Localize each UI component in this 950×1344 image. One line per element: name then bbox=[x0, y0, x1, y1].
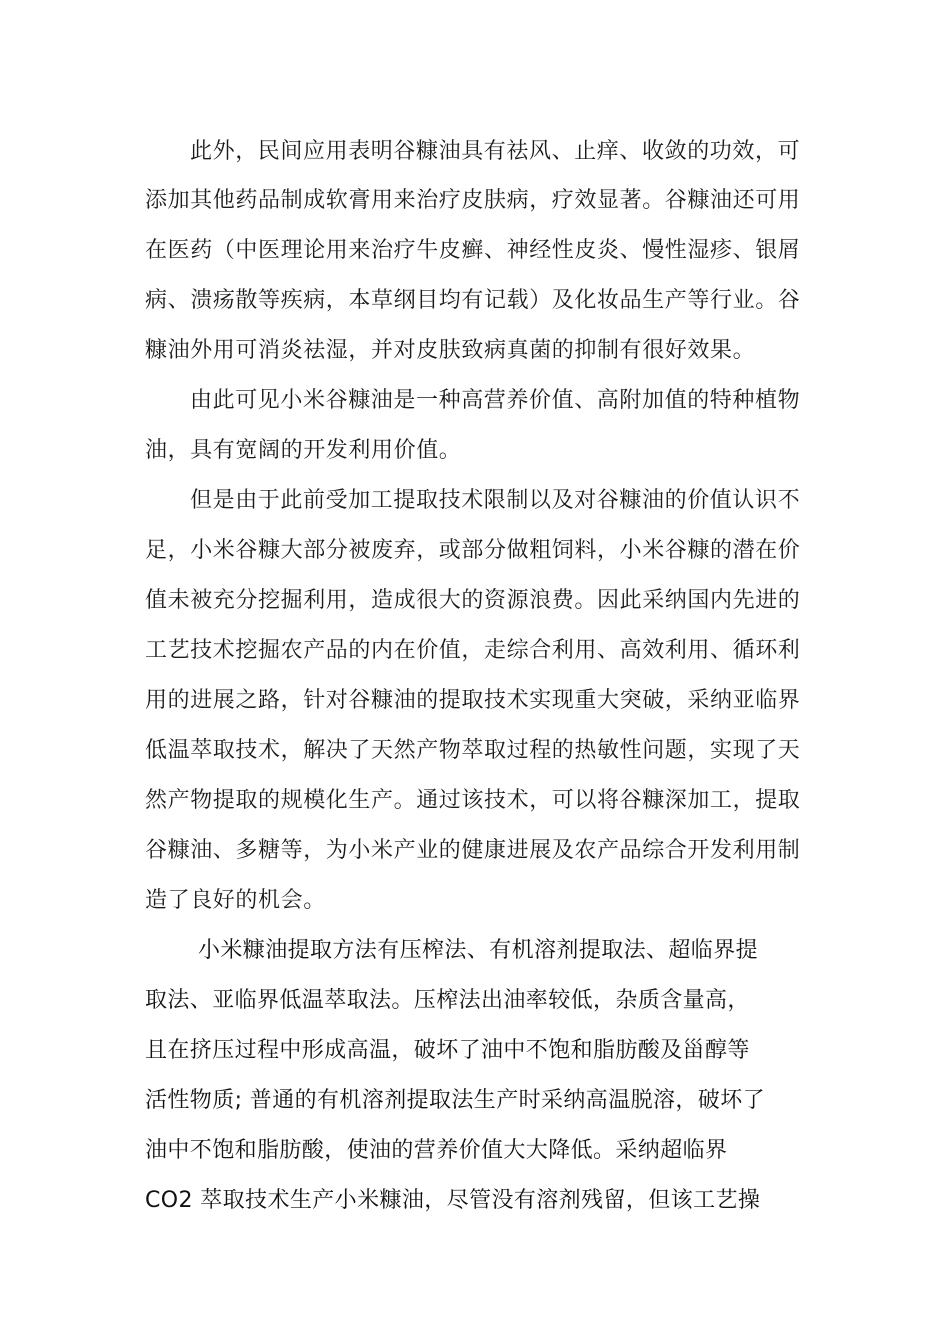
paragraph-4-line-2: 取法、亚临界低温萃取法。压榨法出油率较低，杂质含量高， bbox=[145, 988, 750, 1013]
paragraph-3-line-9: 造了良好的机会。 bbox=[145, 888, 326, 913]
paragraph-1-line-1: 此外，民间应用表明谷糠油具有祛风、止痒、收敛的功效，可 bbox=[190, 139, 801, 164]
paragraph-1-line-2: 添加其他药品制成软膏用来治疗皮肤病，疗效显著。谷糠油还可用 bbox=[145, 188, 801, 213]
paragraph-1-line-4: 病、溃疡散等疾病，本草纲目均有记载）及化妆品生产等行业。谷 bbox=[145, 288, 801, 313]
paragraph-3-line-7: 然产物提取的规模化生产。通过该技术，可以将谷糠深加工，提取 bbox=[145, 788, 801, 813]
paragraph-4-line-1: 小米糠油提取方法有压榨法、有机溶剂提取法、超临界提 bbox=[198, 938, 759, 963]
paragraph-3-line-2: 足，小米谷糠大部分被废弃，或部分做粗饲料，小米谷糠的潜在价 bbox=[145, 538, 801, 563]
paragraph-3-line-5: 用的进展之路，针对谷糠油的提取技术实现重大突破，采纳亚临界 bbox=[145, 688, 801, 713]
paragraph-4-line-4: 活性物质; 普通的有机溶剂提取法生产时采纳高温脱溶，破坏了 bbox=[145, 1088, 766, 1113]
paragraph-3-line-4: 工艺技术挖掘农产品的内在价值，走综合利用、高效利用、循环利 bbox=[145, 638, 801, 663]
paragraph-3-line-6: 低温萃取技术，解决了天然产物萃取过程的热敏性问题，实现了天 bbox=[145, 738, 801, 763]
paragraph-3-line-1: 但是由于此前受加工提取技术限制以及对谷糠油的价值认识不 bbox=[190, 488, 801, 513]
paragraph-1-line-5: 糠油外用可消炎祛湿，并对皮肤致病真菌的抑制有很好效果。 bbox=[145, 338, 756, 363]
paragraph-4-line-3: 且在挤压过程中形成高温，破坏了油中不饱和脂肪酸及甾醇等 bbox=[145, 1038, 750, 1063]
paragraph-3-line-8: 谷糠油、多糖等，为小米产业的健康进展及农产品综合开发利用制 bbox=[145, 838, 801, 863]
paragraph-3-line-3: 值未被充分挖掘利用，造成很大的资源浪费。因此采纳国内先进的 bbox=[145, 588, 801, 613]
paragraph-2-line-1: 由此可见小米谷糠油是一种高营养价值、高附加值的特种植物 bbox=[190, 388, 801, 413]
paragraph-2-line-2: 油，具有宽阔的开发利用价值。 bbox=[145, 438, 462, 463]
paragraph-4-line-5: 油中不饱和脂肪酸，使油的营养价值大大降低。采纳超临界 bbox=[145, 1138, 728, 1163]
paragraph-1-line-3: 在医药（中医理论用来治疗牛皮癣、神经性皮炎、慢性湿疹、银屑 bbox=[145, 238, 801, 263]
paragraph-4-line-6: CO2 萃取技术生产小米糠油，尽管没有溶剂残留，但该工艺操 bbox=[145, 1188, 761, 1213]
